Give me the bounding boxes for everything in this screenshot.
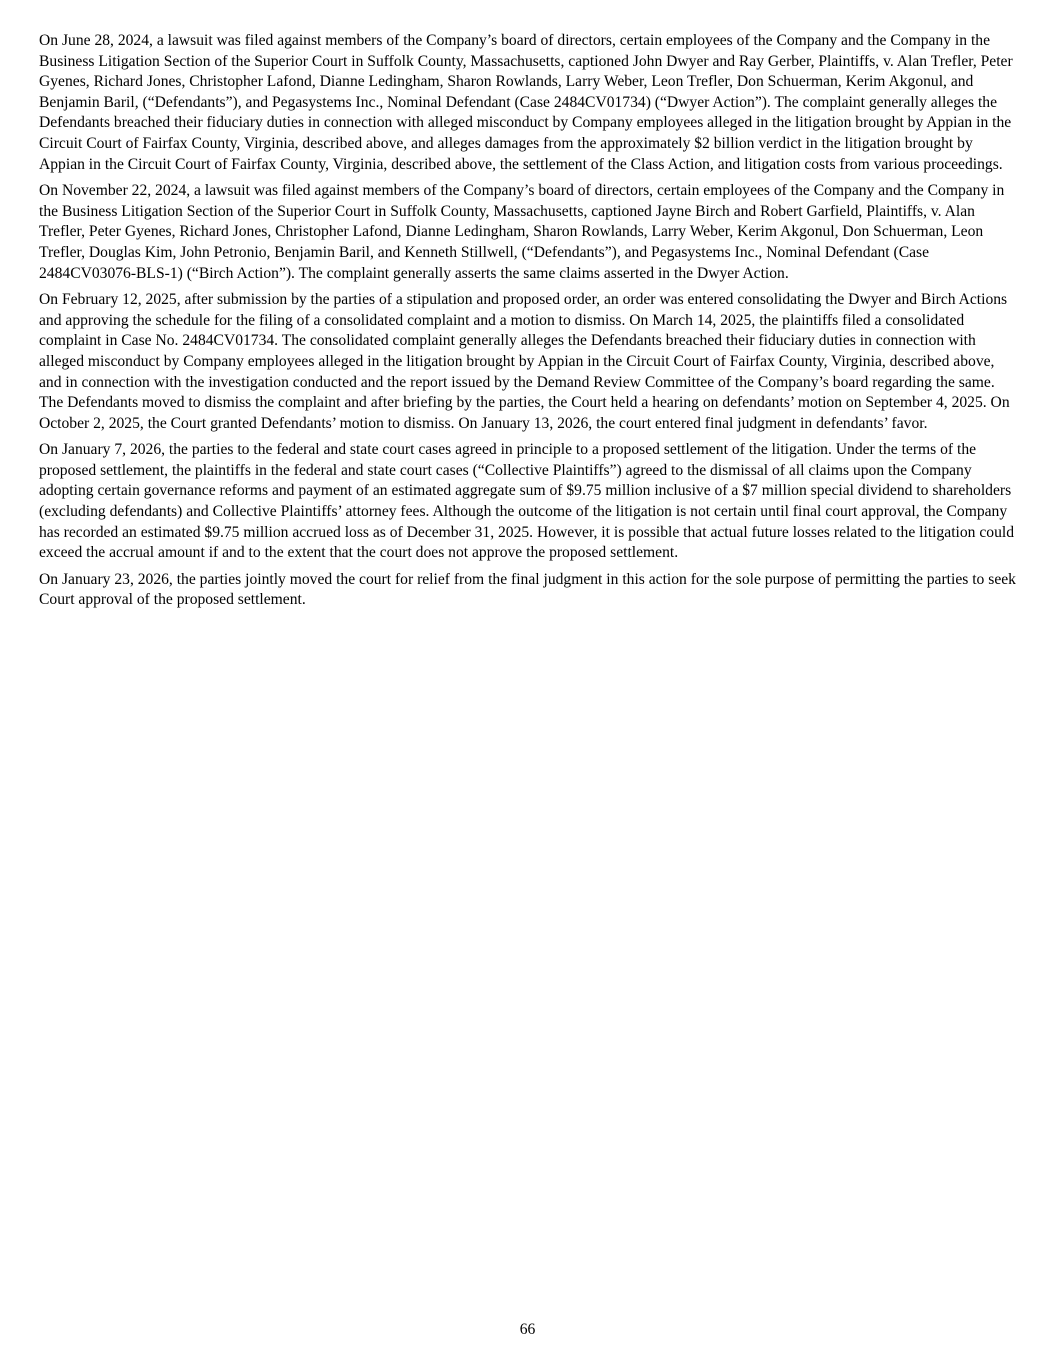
paragraph-settlement: On January 7, 2026, the parties to the federal and state court cases agreed in principle to a proposed settlement of the litigation. Under the terms of the proposed settlement, the plaintiffs in the federal and state court cases (“Collective Plaintiffs”) agreed to the dismissal of all claims upon the Company adopting certain governance reforms and payment of an estimated aggregate sum of $9.75 million inclusive of a $7 million special dividend to shareholders (excluding defendants) and Collective Plaintiffs’ attorney fees. Although the outcome of the litigation is not certain until final court approval, the Company has recorded an estimated $9.75 million accrued loss as of December 31, 2025. However, it is possible that actual future losses related to the litigation could exceed the accrual amount if and to the extent that the court does not approve the proposed settlement.: [39, 441, 1015, 562]
paragraph-dwyer-action: On June 28, 2024, a lawsuit was filed against members of the Company’s board of directors, certain employees of the Company and the Company in the Business Litigation Section of the Superior Court in Suffolk County, Massachusetts, captioned John Dwyer and Ray Gerber, Plaintiffs, v. Alan Trefler, Peter Gyenes, Richard Jones, Christopher Lafond, Dianne Ledingham, Sharon Rowlands, Larry Weber, Leon Trefler, Don Schuerman, Kerim Akgonul, and Benjamin Baril, (“Defendants”), and Pegasystems Inc., Nominal Defendant (Case 2484CV01734) (“Dwyer Action”). The complaint generally alleges the Defendants breached their fiduciary duties in connection with alleged misconduct by Company employees alleged in the litigation brought by Appian in the Circuit Court of Fairfax County, Virginia, described above, and alleges damages from the approximately $2 billion verdict in the litigation brought by Appian in the Circuit Court of Fairfax County, Virginia, described above, the settlement of the Class Action, and litigation costs from various proceedings.: [39, 32, 1013, 173]
page-number: 66: [519, 1321, 536, 1338]
paragraph-relief-motion: On January 23, 2026, the parties jointly moved the court for relief from the final judgment in this action for the sole purpose of permitting the parties to seek Court approval of the proposed settlement.: [39, 570, 1016, 609]
paragraph-consolidation: On February 12, 2025, after submission by the parties of a stipulation and proposed order, an order was entered consolidating the Dwyer and Birch Actions and approving the schedule for the filing of a consolidated complaint and a motion to dismiss. On March 14, 2025, the plaintiffs filed a consolidated complaint in Case No. 2484CV01734. The consolidated complaint generally alleges the Defendants breached their fiduciary duties in connection with alleged misconduct by Company employees alleged in the litigation brought by Appian in the Circuit Court of Fairfax County, Virginia, described above, and in connection with the investigation conducted and the report issued by the Demand Review Committee of the Company’s board regarding the same. The Defendants moved to dismiss the complaint and after briefing by the parties, the Court held a hearing on defendants’ motion on September 4, 2025. On October 2, 2025, the Court granted Defendants’ motion to dismiss. On January 13, 2026, the court entered final judgment in defendants’ favor.: [39, 291, 1010, 432]
document-body: [39, 31, 1019, 617]
paragraph-birch-action: On November 22, 2024, a lawsuit was filed against members of the Company’s board of directors, certain employees of the Company and the Company in the Business Litigation Section of the Superior Court in Suffolk County, Massachusetts, captioned Jayne Birch and Robert Garfield, Plaintiffs, v. Alan Trefler, Peter Gyenes, Richard Jones, Christopher Lafond, Dianne Ledingham, Sharon Rowlands, Larry Weber, Kerim Akgonul, Don Schuerman, Leon Trefler, Douglas Kim, John Petronio, Benjamin Baril, and Kenneth Stillwell, (“Defendants”), and Pegasystems Inc., Nominal Defendant (Case 2484CV03076-BLS-1) (“Birch Action”). The complaint generally asserts the same claims asserted in the Dwyer Action.: [39, 182, 1005, 282]
